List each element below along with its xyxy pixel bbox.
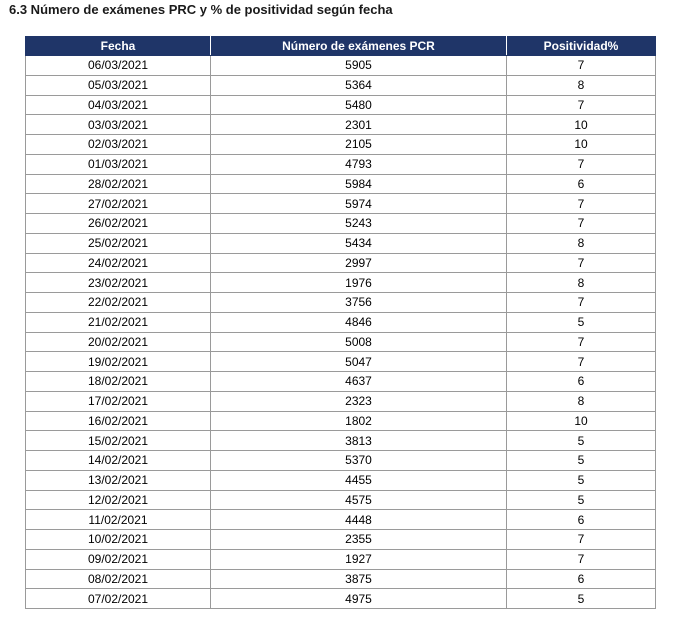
fecha-cell: 08/02/2021 (26, 569, 211, 589)
table-row (26, 372, 656, 392)
fecha-cell: 15/02/2021 (26, 431, 211, 451)
table-row (26, 312, 656, 332)
numero-examenes-cell: 4846 (211, 312, 507, 332)
numero-examenes-cell: 5370 (211, 451, 507, 471)
fecha-cell: 22/02/2021 (26, 293, 211, 313)
numero-examenes-cell: 5434 (211, 233, 507, 253)
positividad-cell: 5 (507, 589, 656, 609)
positividad-cell: 5 (507, 451, 656, 471)
table-row (26, 589, 656, 609)
table-row (26, 194, 656, 214)
section-title: 6.3 Número de exámenes PRC y % de positividad según fecha (9, 2, 393, 17)
positividad-cell: 7 (507, 352, 656, 372)
numero-examenes-cell: 5008 (211, 332, 507, 352)
fecha-cell: 07/02/2021 (26, 589, 211, 609)
numero-examenes-cell: 5364 (211, 75, 507, 95)
positividad-cell: 6 (507, 510, 656, 530)
fecha-cell: 12/02/2021 (26, 490, 211, 510)
numero-examenes-cell: 1802 (211, 411, 507, 431)
fecha-cell: 06/03/2021 (26, 56, 211, 76)
numero-examenes-cell: 4575 (211, 490, 507, 510)
table-row (26, 154, 656, 174)
positividad-cell: 7 (507, 253, 656, 273)
table-row (26, 75, 656, 95)
numero-examenes-cell: 5480 (211, 95, 507, 115)
table-row (26, 470, 656, 490)
table-row (26, 253, 656, 273)
fecha-cell: 24/02/2021 (26, 253, 211, 273)
table-row (26, 293, 656, 313)
positividad-cell: 7 (507, 194, 656, 214)
fecha-cell: 17/02/2021 (26, 391, 211, 411)
positividad-cell: 7 (507, 332, 656, 352)
header-row (26, 37, 656, 56)
positividad-cell: 8 (507, 391, 656, 411)
fecha-cell: 27/02/2021 (26, 194, 211, 214)
positividad-cell: 6 (507, 174, 656, 194)
positividad-cell: 6 (507, 372, 656, 392)
table-header (26, 37, 656, 56)
numero-examenes-cell: 5905 (211, 56, 507, 76)
fecha-cell: 26/02/2021 (26, 214, 211, 234)
numero-examenes-cell: 2355 (211, 530, 507, 550)
fecha-cell: 02/03/2021 (26, 135, 211, 155)
positividad-cell: 7 (507, 549, 656, 569)
numero-examenes-cell: 2997 (211, 253, 507, 273)
table-row (26, 490, 656, 510)
numero-examenes-cell: 3813 (211, 431, 507, 451)
fecha-cell: 01/03/2021 (26, 154, 211, 174)
column-header-positividad: Positividad% (507, 37, 656, 56)
table-row (26, 411, 656, 431)
fecha-cell: 05/03/2021 (26, 75, 211, 95)
numero-examenes-cell: 4793 (211, 154, 507, 174)
numero-examenes-cell: 4455 (211, 470, 507, 490)
fecha-cell: 14/02/2021 (26, 451, 211, 471)
table-row (26, 233, 656, 253)
table-row (26, 569, 656, 589)
positividad-cell: 5 (507, 312, 656, 332)
table-row (26, 56, 656, 76)
fecha-cell: 09/02/2021 (26, 549, 211, 569)
table-row (26, 115, 656, 135)
column-header-fecha: Fecha (26, 37, 211, 56)
column-header-numero-examenes: Número de exámenes PCR (211, 37, 507, 56)
table-row (26, 95, 656, 115)
positividad-cell: 5 (507, 490, 656, 510)
table-row (26, 431, 656, 451)
positividad-cell: 5 (507, 431, 656, 451)
table-row (26, 549, 656, 569)
positividad-cell: 10 (507, 135, 656, 155)
fecha-cell: 20/02/2021 (26, 332, 211, 352)
positividad-cell: 7 (507, 95, 656, 115)
numero-examenes-cell: 2105 (211, 135, 507, 155)
table-row (26, 135, 656, 155)
table-row (26, 273, 656, 293)
numero-examenes-cell: 5974 (211, 194, 507, 214)
fecha-cell: 18/02/2021 (26, 372, 211, 392)
fecha-cell: 16/02/2021 (26, 411, 211, 431)
fecha-cell: 25/02/2021 (26, 233, 211, 253)
table-row (26, 174, 656, 194)
table-row (26, 391, 656, 411)
numero-examenes-cell: 1927 (211, 549, 507, 569)
fecha-cell: 10/02/2021 (26, 530, 211, 550)
numero-examenes-cell: 5243 (211, 214, 507, 234)
positividad-cell: 7 (507, 214, 656, 234)
fecha-cell: 13/02/2021 (26, 470, 211, 490)
positividad-cell: 7 (507, 293, 656, 313)
table-row (26, 510, 656, 530)
positividad-cell: 7 (507, 154, 656, 174)
table-row (26, 530, 656, 550)
table-row (26, 352, 656, 372)
numero-examenes-cell: 4975 (211, 589, 507, 609)
numero-examenes-cell: 5984 (211, 174, 507, 194)
positividad-cell: 10 (507, 411, 656, 431)
numero-examenes-cell: 5047 (211, 352, 507, 372)
fecha-cell: 23/02/2021 (26, 273, 211, 293)
numero-examenes-cell: 3875 (211, 569, 507, 589)
fecha-cell: 04/03/2021 (26, 95, 211, 115)
numero-examenes-cell: 4637 (211, 372, 507, 392)
positividad-cell: 8 (507, 273, 656, 293)
numero-examenes-cell: 1976 (211, 273, 507, 293)
table-row (26, 451, 656, 471)
fecha-cell: 19/02/2021 (26, 352, 211, 372)
positividad-cell: 5 (507, 470, 656, 490)
fecha-cell: 11/02/2021 (26, 510, 211, 530)
fecha-cell: 03/03/2021 (26, 115, 211, 135)
numero-examenes-cell: 2323 (211, 391, 507, 411)
positividad-cell: 10 (507, 115, 656, 135)
positividad-cell: 6 (507, 569, 656, 589)
numero-examenes-cell: 3756 (211, 293, 507, 313)
positividad-cell: 8 (507, 233, 656, 253)
fecha-cell: 21/02/2021 (26, 312, 211, 332)
positividad-cell: 8 (507, 75, 656, 95)
positividad-cell: 7 (507, 56, 656, 76)
numero-examenes-cell: 2301 (211, 115, 507, 135)
positividad-cell: 7 (507, 530, 656, 550)
table-row (26, 332, 656, 352)
fecha-cell: 28/02/2021 (26, 174, 211, 194)
table-row (26, 214, 656, 234)
numero-examenes-cell: 4448 (211, 510, 507, 530)
table-body (26, 56, 656, 609)
pcr-exams-table (25, 36, 656, 609)
